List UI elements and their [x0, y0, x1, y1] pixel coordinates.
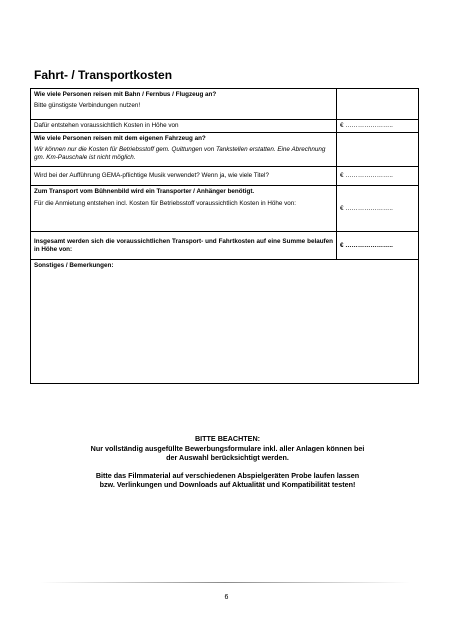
notice-title: BITTE BEACHTEN:: [194, 434, 261, 443]
transport-cost-field[interactable]: € …………………..: [337, 186, 419, 232]
total-label: Insgesamt werden sich die voraussichtlichen Transport- und Fahrtkosten auf eine Summe belaufen in Höhe von:: [31, 232, 337, 260]
table-row: [31, 260, 419, 384]
notice-block: [40, 434, 415, 490]
remarks-cell[interactable]: [31, 260, 419, 384]
gema-question: Wird bei der Aufführung GEMA-pflichtige Musik verwendet? Wenn ja, wie viele Titel?: [31, 167, 337, 186]
bahn-cost-field[interactable]: € …………………..: [337, 120, 419, 133]
cost-form-table: [30, 88, 419, 384]
gema-field[interactable]: € …………………..: [337, 167, 419, 186]
car-question: Wie viele Personen reisen mit dem eigenen Fahrzeug an?: [34, 135, 206, 143]
bahn-question-cell[interactable]: [31, 89, 337, 120]
transport-question-cell[interactable]: [31, 186, 337, 232]
footer-divider: [40, 582, 410, 583]
transport-note: Für die Anmietung entstehen incl. Kosten für Betriebsstoff voraussichtlich Kosten in Höhe von:: [34, 199, 297, 207]
table-row: [31, 232, 419, 260]
section-heading: Fahrt- / Transportkosten: [34, 68, 173, 82]
table-row: [31, 133, 419, 167]
remarks-label: Sonstiges / Bemerkungen:: [34, 262, 114, 270]
notice-line-3: Bitte das Filmmaterial auf verschiedenen Abspielgeräten Probe laufen lassen: [95, 470, 360, 480]
table-row: [31, 120, 419, 133]
total-field[interactable]: € …………………..: [337, 232, 419, 260]
notice-line-2: der Auswahl berücksichtigt werden.: [166, 453, 289, 463]
bahn-question: Wie viele Personen reisen mit Bahn / Fernbus / Flugzeug an?: [34, 91, 217, 98]
bahn-cost-label: Dafür entstehen voraussichtlich Kosten in Höhe von: [31, 120, 337, 133]
car-question-cell[interactable]: [31, 133, 337, 167]
notice-line-4: bzw. Verlinkungen und Downloads auf Aktualität und Kompatibilität testen!: [99, 480, 356, 490]
table-row: [31, 167, 419, 186]
transport-question: Zum Transport vom Bühnenbild wird ein Transporter / Anhänger benötigt.: [34, 188, 255, 196]
bahn-note: Bitte günstigste Verbindungen nutzen!: [34, 102, 141, 110]
car-answer-cell[interactable]: [337, 133, 419, 167]
car-note: Wir können nur die Kosten für Betriebsstoff gem. Quittungen von Tankstellen erstatten. Eine Abrechnung gm. Km-Pauschale ist nicht möglich.: [34, 145, 326, 162]
table-row: [31, 186, 419, 232]
table-row: [31, 89, 419, 120]
notice-line-1: Nur vollständig ausgefüllte Bewerbungsformulare inkl. aller Anlagen können bei: [90, 443, 365, 453]
bahn-answer-cell[interactable]: [337, 89, 419, 120]
page-number: 6: [224, 594, 229, 601]
